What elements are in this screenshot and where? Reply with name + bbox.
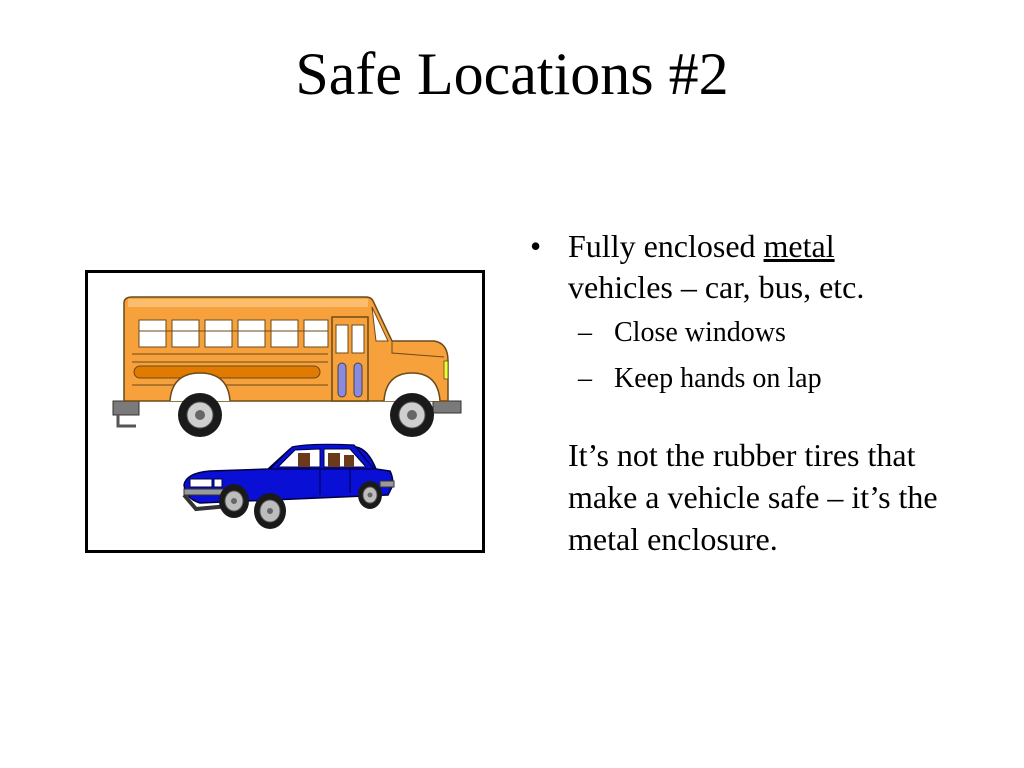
vehicles-clipart-frame <box>85 270 485 553</box>
sub-bullet-item <box>578 310 1000 356</box>
sub-bullet-text: Keep hands on lap <box>614 363 822 394</box>
slide-title: Safe Locations #2 <box>295 41 729 107</box>
bullet-marker: • <box>530 228 542 264</box>
car-icon <box>184 444 394 529</box>
vehicles-clipart <box>88 273 482 550</box>
sub-bullet-marker: – <box>578 317 592 348</box>
bullet-emphasis: metal <box>763 228 835 264</box>
sub-bullet-item <box>578 356 1000 402</box>
explanatory-note: It’s not the rubber tires that make a vehicle safe – it’s the metal enclosure. <box>568 437 938 557</box>
main-bullet <box>530 226 1000 308</box>
sub-bullet-text: Close windows <box>614 317 786 348</box>
bullet-text-after: vehicles – car, bus, etc. <box>568 269 865 305</box>
bullet-text-before: Fully enclosed <box>568 228 764 264</box>
sub-bullet-list <box>530 310 1000 402</box>
school-bus-icon <box>113 297 461 437</box>
slide-body <box>530 226 1000 560</box>
sub-bullet-marker: – <box>578 363 592 394</box>
bullet-text <box>568 226 908 308</box>
